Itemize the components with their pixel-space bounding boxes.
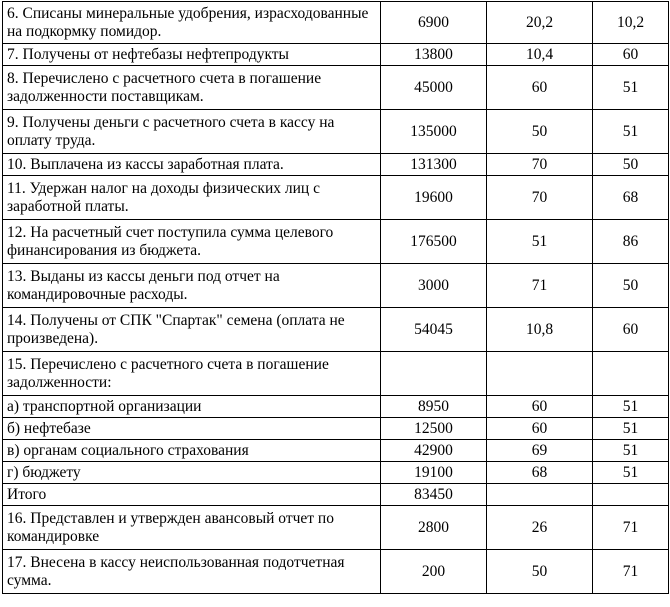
row-amount: 19100 <box>381 462 487 484</box>
row-debit: 68 <box>487 462 593 484</box>
row-description: 16. Представлен и утвержден авансовый отчет по командировке <box>3 506 381 550</box>
table-row <box>3 550 669 594</box>
row-description: г) бюджету <box>3 462 381 484</box>
table-row <box>3 308 669 352</box>
row-description: 13. Выданы из кассы деньги под отчет на командировочные расходы. <box>3 264 381 308</box>
table-row <box>3 462 669 484</box>
row-debit: 60 <box>487 66 593 110</box>
row-credit <box>593 352 669 396</box>
row-debit: 70 <box>487 176 593 220</box>
table-row <box>3 264 669 308</box>
row-credit: 51 <box>593 66 669 110</box>
table-row <box>3 418 669 440</box>
row-debit: 51 <box>487 220 593 264</box>
row-debit: 69 <box>487 440 593 462</box>
table-row <box>3 2 669 44</box>
row-credit: 50 <box>593 264 669 308</box>
row-credit: 71 <box>593 506 669 550</box>
row-description: в) органам социального страхования <box>3 440 381 462</box>
row-amount <box>381 352 487 396</box>
row-credit: 51 <box>593 110 669 154</box>
row-credit: 51 <box>593 440 669 462</box>
row-amount: 19600 <box>381 176 487 220</box>
row-amount: 3000 <box>381 264 487 308</box>
row-credit: 60 <box>593 308 669 352</box>
row-credit: 71 <box>593 550 669 594</box>
row-description: Итого <box>3 484 381 506</box>
row-debit: 50 <box>487 110 593 154</box>
table-row <box>3 352 669 396</box>
row-credit: 10,2 <box>593 2 669 44</box>
row-debit: 60 <box>487 418 593 440</box>
row-credit: 50 <box>593 154 669 176</box>
row-amount: 135000 <box>381 110 487 154</box>
table-row <box>3 44 669 66</box>
table-row <box>3 396 669 418</box>
row-debit: 26 <box>487 506 593 550</box>
row-debit: 50 <box>487 550 593 594</box>
row-description: 10. Выплачена из кассы заработная плата. <box>3 154 381 176</box>
row-description: 12. На расчетный счет поступила сумма целевого финансирования из бюджета. <box>3 220 381 264</box>
row-debit: 20,2 <box>487 2 593 44</box>
table-row <box>3 506 669 550</box>
row-description: 11. Удержан налог на доходы физических лиц с заработной платы. <box>3 176 381 220</box>
row-amount: 54045 <box>381 308 487 352</box>
row-debit: 10,4 <box>487 44 593 66</box>
row-amount: 200 <box>381 550 487 594</box>
row-credit <box>593 484 669 506</box>
row-amount: 13800 <box>381 44 487 66</box>
table-row <box>3 176 669 220</box>
row-debit: 71 <box>487 264 593 308</box>
row-description: 15. Перечислено с расчетного счета в погашение задолженности: <box>3 352 381 396</box>
row-amount: 45000 <box>381 66 487 110</box>
table-row <box>3 66 669 110</box>
row-description: 14. Получены от СПК "Спартак" семена (оплата не произведена). <box>3 308 381 352</box>
row-credit: 51 <box>593 462 669 484</box>
row-description: 7. Получены от нефтебазы нефтепродукты <box>3 44 381 66</box>
row-amount: 83450 <box>381 484 487 506</box>
row-description: 8. Перечислено с расчетного счета в погашение задолженности поставщикам. <box>3 66 381 110</box>
row-description: б) нефтебазе <box>3 418 381 440</box>
table-row <box>3 484 669 506</box>
row-amount: 176500 <box>381 220 487 264</box>
row-description: 17. Внесена в кассу неиспользованная подотчетная сумма. <box>3 550 381 594</box>
row-credit: 51 <box>593 418 669 440</box>
table-row <box>3 154 669 176</box>
row-debit <box>487 484 593 506</box>
row-amount: 6900 <box>381 2 487 44</box>
transactions-table <box>2 1 669 594</box>
row-amount: 12500 <box>381 418 487 440</box>
table-row <box>3 220 669 264</box>
row-description: а) транспортной организации <box>3 396 381 418</box>
row-description: 9. Получены деньги с расчетного счета в кассу на оплату труда. <box>3 110 381 154</box>
row-credit: 68 <box>593 176 669 220</box>
row-amount: 8950 <box>381 396 487 418</box>
row-amount: 131300 <box>381 154 487 176</box>
row-debit: 60 <box>487 396 593 418</box>
row-amount: 42900 <box>381 440 487 462</box>
row-description: 6. Списаны минеральные удобрения, израсходованные на подкормку помидор. <box>3 2 381 44</box>
row-debit <box>487 352 593 396</box>
row-debit: 10,8 <box>487 308 593 352</box>
row-credit: 51 <box>593 396 669 418</box>
row-credit: 86 <box>593 220 669 264</box>
row-amount: 2800 <box>381 506 487 550</box>
row-credit: 60 <box>593 44 669 66</box>
table-row <box>3 110 669 154</box>
table-row <box>3 440 669 462</box>
row-debit: 70 <box>487 154 593 176</box>
